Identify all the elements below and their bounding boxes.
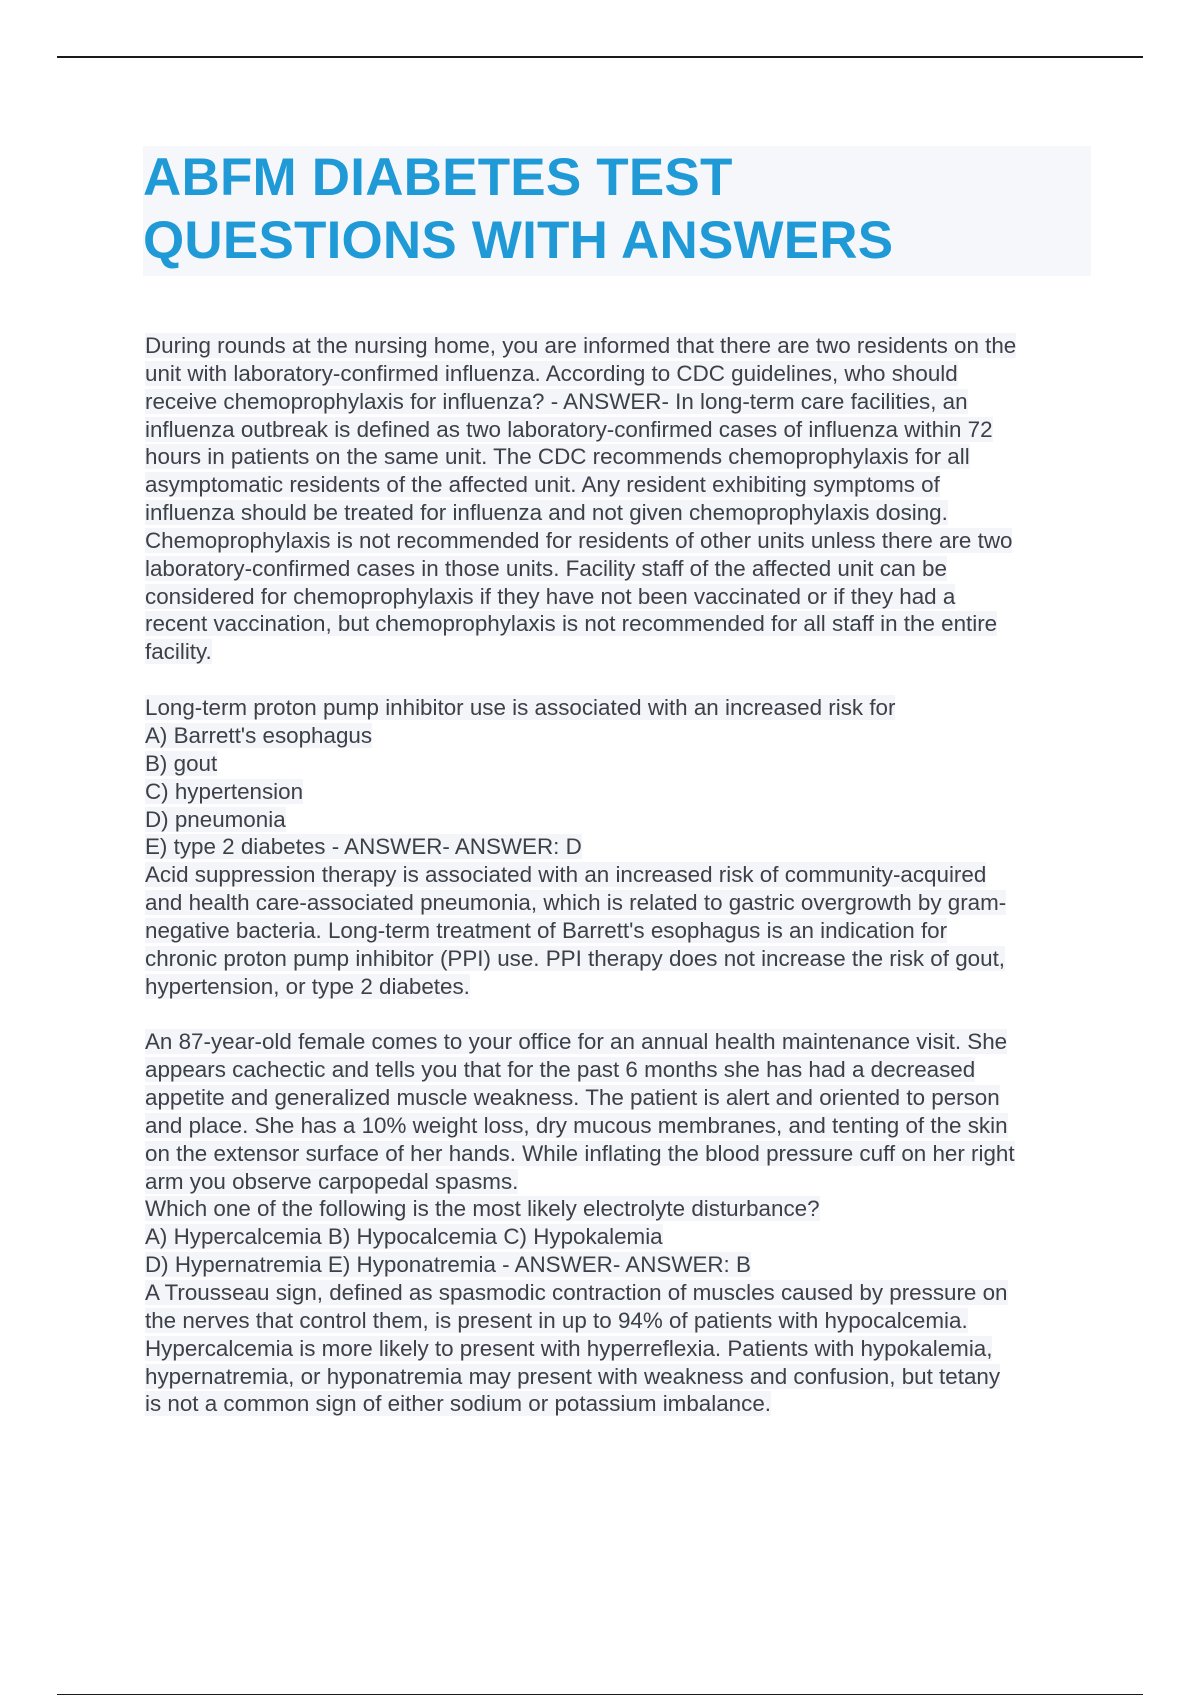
- question-item-3: [145, 1028, 1095, 1418]
- text-line: influenza outbreak is defined as two laboratory-confirmed cases of influenza within 72: [145, 416, 993, 442]
- text-line: is not a common sign of either sodium or potassium imbalance.: [145, 1391, 771, 1417]
- answer-option: A) Barrett's esophagus: [145, 722, 373, 748]
- text-line: appears cachectic and tells you that for the past 6 months she has had a decreased: [145, 1057, 976, 1083]
- text-line: appetite and generalized muscle weakness. The patient is alert and oriented to person: [145, 1085, 1000, 1111]
- title-line-1: ABFM DIABETES TEST: [143, 148, 733, 207]
- document-body: [145, 332, 1095, 1446]
- text-line: asymptomatic residents of the affected unit. Any resident exhibiting symptoms of: [145, 472, 940, 498]
- text-line: and health care-associated pneumonia, which is related to gastric overgrowth by gram-: [145, 890, 1007, 916]
- answer-option: B) gout: [145, 750, 218, 776]
- text-line: Acid suppression therapy is associated with an increased risk of community-acquired: [145, 862, 987, 888]
- text-line: and place. She has a 10% weight loss, dry mucous membranes, and tenting of the skin: [145, 1112, 1008, 1138]
- header-rule: [57, 56, 1143, 58]
- text-line: facility.: [145, 639, 212, 665]
- text-line: chronic proton pump inhibitor (PPI) use. PPI therapy does not increase the risk of gout,: [145, 945, 1006, 971]
- title-line-2: QUESTIONS WITH ANSWERS: [143, 211, 894, 270]
- text-line: recent vaccination, but chemoprophylaxis is not recommended for all staff in the entire: [145, 611, 998, 637]
- title-block: [143, 146, 1091, 276]
- text-line: Hypercalcemia is more likely to present with hyperreflexia. Patients with hypokalemia,: [145, 1335, 993, 1361]
- text-line: influenza should be treated for influenza and not given chemoprophylaxis dosing.: [145, 500, 948, 526]
- text-line: on the extensor surface of her hands. While inflating the blood pressure cuff on her right: [145, 1140, 1015, 1166]
- answer-option: A) Hypercalcemia B) Hypocalcemia C) Hypokalemia: [145, 1224, 663, 1250]
- text-line: Long-term proton pump inhibitor use is associated with an increased risk for: [145, 695, 896, 721]
- page-title: [143, 146, 1091, 272]
- text-line: Chemoprophylaxis is not recommended for residents of other units unless there are two: [145, 527, 1013, 553]
- text-line: hours in patients on the same unit. The CDC recommends chemoprophylaxis for all: [145, 444, 970, 470]
- text-line: During rounds at the nursing home, you are informed that there are two residents on the: [145, 333, 1017, 358]
- text-line: receive chemoprophylaxis for influenza? - ANSWER- In long-term care facilities, an: [145, 388, 968, 414]
- text-line: hypernatremia, or hyponatremia may present with weakness and confusion, but tetany: [145, 1363, 1001, 1389]
- text-line: A Trousseau sign, defined as spasmodic contraction of muscles caused by pressure on: [145, 1280, 1008, 1305]
- text-line: unit with laboratory-confirmed influenza. According to CDC guidelines, who should: [145, 360, 958, 386]
- answer-option: D) Hypernatremia E) Hyponatremia - ANSWER- ANSWER: B: [145, 1252, 751, 1278]
- text-line: An 87-year-old female comes to your office for an annual health maintenance visit. She: [145, 1029, 1008, 1055]
- answer-option: C) hypertension: [145, 778, 304, 804]
- text-line: considered for chemoprophylaxis if they have not been vaccinated or if they had a: [145, 583, 956, 609]
- text-line: arm you observe carpopedal spasms.: [145, 1168, 519, 1194]
- text-line: the nerves that control them, is present in up to 94% of patients with hypocalcemia.: [145, 1307, 968, 1333]
- question-item-1: [145, 332, 1095, 666]
- answer-option: E) type 2 diabetes - ANSWER- ANSWER: D: [145, 834, 582, 860]
- text-line: negative bacteria. Long-term treatment of Barrett's esophagus is an indication for: [145, 917, 948, 943]
- question-item-2: [145, 694, 1095, 1000]
- text-line: laboratory-confirmed cases in those units. Facility staff of the affected unit can be: [145, 555, 947, 581]
- text-line: Which one of the following is the most likely electrolyte disturbance?: [145, 1196, 820, 1222]
- text-line: hypertension, or type 2 diabetes.: [145, 973, 470, 999]
- footer-rule: [57, 1694, 1143, 1695]
- answer-option: D) pneumonia: [145, 806, 286, 832]
